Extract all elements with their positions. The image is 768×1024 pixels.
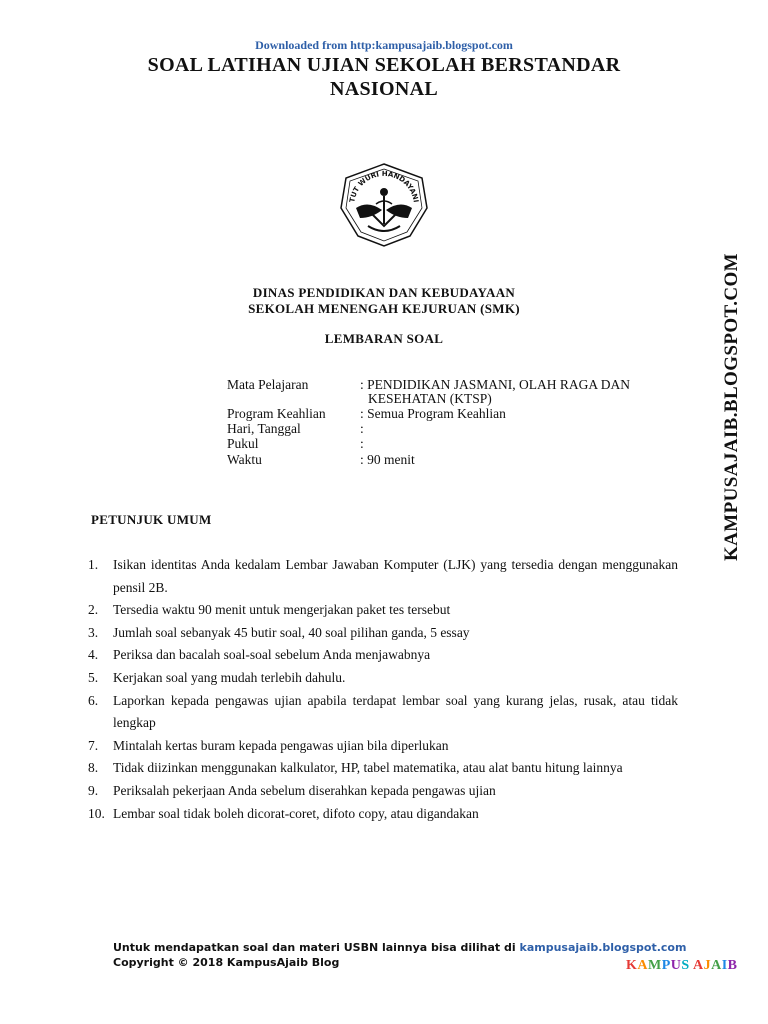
brand-letter: B bbox=[727, 958, 738, 973]
info-value: : PENDIDIKAN JASMANI, OLAH RAGA DAN bbox=[360, 377, 630, 392]
list-item-text: Lembar soal tidak boleh dicorat-coret, difoto copy, atau digandakan bbox=[113, 805, 479, 821]
list-item-text: Tidak diizinkan menggunakan kalkulator, HP, tabel matematika, atau alat bantu hitung lainnya bbox=[113, 760, 623, 776]
info-label: Program Keahlian bbox=[227, 406, 326, 421]
info-label: Mata Pelajaran bbox=[227, 377, 309, 392]
brand-letter: A bbox=[711, 958, 722, 973]
list-item-text: Periksalah pekerjaan Anda sebelum diserahkan kepada pengawas ujian bbox=[113, 782, 496, 798]
instructions-heading: PETUNJUK UMUM bbox=[91, 512, 212, 527]
list-item bbox=[88, 554, 678, 599]
list-item bbox=[88, 735, 678, 758]
brand-letter: K bbox=[626, 958, 638, 973]
info-value: KESEHATAN (KTSP) bbox=[368, 391, 492, 406]
title-line-2: NASIONAL bbox=[330, 78, 438, 100]
footer-copyright: Copyright © 2018 KampusAjaib Blog bbox=[113, 956, 340, 969]
info-value: : bbox=[360, 421, 364, 436]
list-item bbox=[88, 803, 678, 826]
list-item-text: Kerjakan soal yang mudah terlebih dahulu. bbox=[113, 669, 346, 685]
brand-letter: J bbox=[703, 958, 712, 973]
brand-letter: M bbox=[648, 958, 662, 973]
institution-school: SEKOLAH MENENGAH KEJURUAN (SMK) bbox=[248, 301, 520, 316]
sheet-title: LEMBARAN SOAL bbox=[324, 331, 444, 346]
list-item bbox=[88, 667, 678, 690]
info-value: : 90 menit bbox=[360, 452, 415, 467]
list-item bbox=[88, 757, 678, 780]
list-item-text: Laporkan kepada pengawas ujian apabila terdapat lembar soal yang kurang jelas, rusak, atau tidak lengkap bbox=[113, 692, 678, 731]
tut-wuri-handayani-emblem-icon bbox=[338, 162, 430, 248]
list-item bbox=[88, 599, 678, 622]
list-item-number: 7. bbox=[88, 737, 99, 753]
info-label: Waktu bbox=[227, 452, 262, 467]
title-line-1: SOAL LATIHAN UJIAN SEKOLAH BERSTANDAR bbox=[147, 54, 621, 76]
list-item-text: Jumlah soal sebanyak 45 butir soal, 40 soal pilihan ganda, 5 essay bbox=[113, 624, 470, 640]
list-item-number: 9. bbox=[88, 782, 99, 798]
brand-logo bbox=[626, 958, 738, 974]
info-label: Pukul bbox=[227, 436, 259, 451]
footer-promo-link[interactable]: kampusajaib.blogspot.com bbox=[519, 941, 687, 954]
brand-letter: A bbox=[692, 958, 704, 973]
brand-letter: A bbox=[637, 958, 649, 973]
brand-letter: I bbox=[721, 958, 728, 973]
list-item-number: 5. bbox=[88, 669, 99, 685]
brand-letter: P bbox=[661, 958, 671, 973]
list-item-number: 6. bbox=[88, 692, 99, 708]
list-item-number: 3. bbox=[88, 624, 99, 640]
list-item-number: 4. bbox=[88, 647, 99, 663]
logo-motto: TUT WURI HANDAYANI bbox=[348, 169, 420, 204]
list-item-text: Tersedia waktu 90 menit untuk mengerjakan paket tes tersebut bbox=[113, 602, 451, 618]
list-item-number: 8. bbox=[88, 760, 99, 776]
brand-letter: U bbox=[670, 958, 682, 973]
brand-letter: S bbox=[681, 958, 690, 973]
list-item bbox=[88, 644, 678, 667]
list-item-text: Periksa dan bacalah soal-soal sebelum Anda menjawabnya bbox=[113, 647, 431, 663]
info-value: : bbox=[360, 436, 364, 451]
instructions-list bbox=[88, 554, 678, 825]
list-item bbox=[88, 690, 678, 735]
page-title bbox=[100, 53, 668, 101]
list-item-text: Isikan identitas Anda kedalam Lembar Jawaban Komputer (LJK) yang tersedia dengan menggunakan pensil 2B. bbox=[113, 557, 678, 595]
footer-promo-text: Untuk mendapatkan soal dan materi USBN lainnya bisa dilihat di bbox=[113, 941, 516, 954]
institution-dinas: DINAS PENDIDIKAN DAN KEBUDAYAAN bbox=[252, 285, 516, 300]
list-item-number: 1. bbox=[88, 557, 99, 572]
list-item bbox=[88, 622, 678, 645]
list-item-number: 10. bbox=[88, 805, 105, 821]
info-value: : Semua Program Keahlian bbox=[360, 406, 506, 421]
list-item-number: 2. bbox=[88, 602, 99, 618]
download-source-link[interactable]: Downloaded from http:kampusajaib.blogspot.com bbox=[255, 38, 513, 52]
sidebar-site-watermark: KAMPUSAJAIB.BLOGSPOT.COM bbox=[721, 253, 742, 561]
info-label: Hari, Tanggal bbox=[227, 421, 301, 436]
list-item bbox=[88, 780, 678, 803]
footer bbox=[113, 940, 687, 970]
list-item-text: Mintalah kertas buram kepada pengawas ujian bila diperlukan bbox=[113, 737, 449, 753]
footer-promo bbox=[113, 940, 687, 955]
